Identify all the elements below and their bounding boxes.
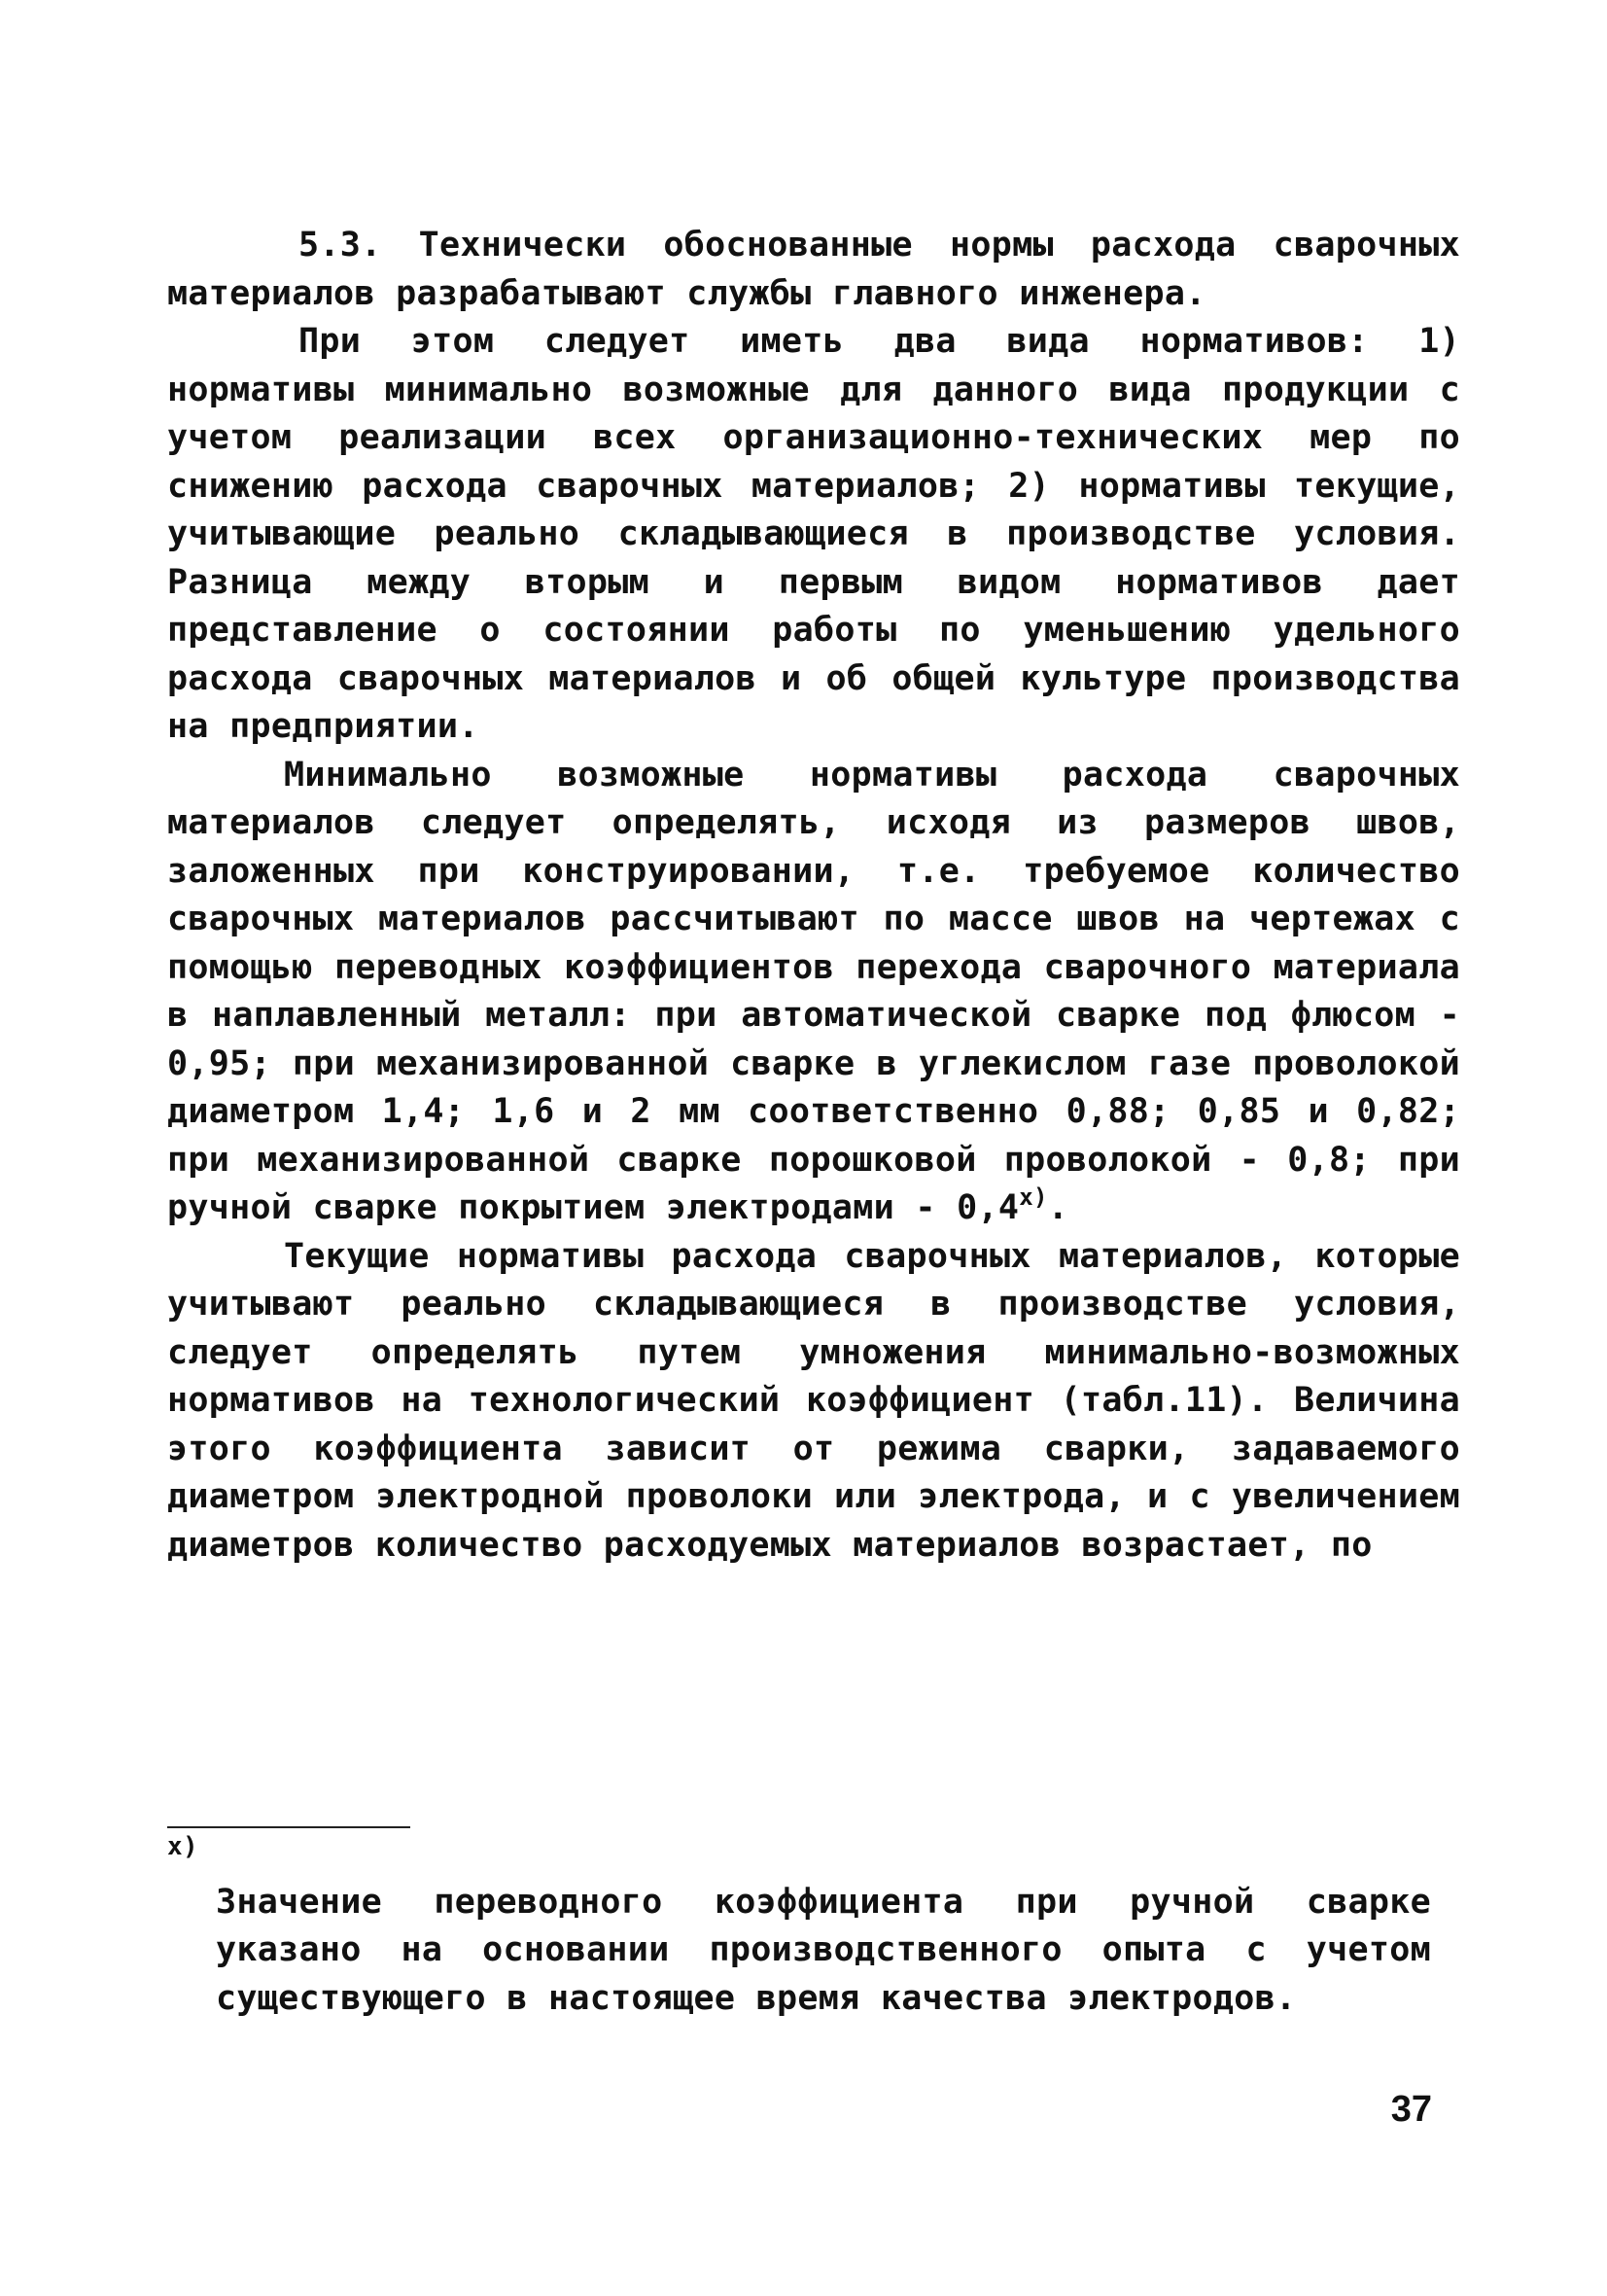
paragraph-minimal-norms-end: .: [1047, 1188, 1069, 1227]
main-text: [167, 222, 1460, 1570]
paragraph-minimal-norms-text: Минимально возможные нормативы расхода сварочных материалов следует определять, исходя из размеров швов, заложенных при конструировании, т.е. требуемое количество сварочных материалов рассчитывают по массе швов на чертежах с помощью переводных коэффициентов перехода сварочного материала в наплавленный металл: при автоматической сварке под флюсом - 0,95; при механизированной сварке в углекислом газе проволокой диаметром 1,4; 1,6 и 2 мм соответственно 0,88; 0,85 и 0,82; при механизированной сварке порошковой проволокой - 0,8; при ручной сварке покрытием электродами - 0,4: [167, 755, 1460, 1227]
footnote-divider: [167, 1826, 410, 1828]
paragraph-norm-types: При этом следует иметь два вида нормативов: 1) нормативы минимально возможные для данного вида продукции с учетом реализации всех организационно-технических мер по снижению расхода сварочных материалов; 2) нормативы текущие, учитывающие реально складывающиеся в производстве условия. Разница между вторым и первым видом нормативов дает представление о состоянии работы по уменьшению удельного расхода сварочных материалов и об общей культуре производства на предприятии.: [167, 322, 1460, 746]
footnote-text: Значение переводного коэффициента при ручной сварке указано на основании производственного опыта с учетом существующего в настоящее время качества электродов.: [216, 1882, 1431, 2018]
paragraph-5-3: 5.3. Технически обоснованные нормы расхода сварочных материалов разрабатывают службы главного инженера.: [167, 226, 1460, 313]
paragraph-minimal-norms: [167, 752, 1460, 1233]
footnote-reference: x): [1019, 1183, 1048, 1211]
paragraph-current-norms: Текущие нормативы расхода сварочных материалов, которые учитывают реально складывающиеся в производстве условия, следует определять путем умножения минимально-возможных нормативов на технологический коэффициент (табл.11). Величина этого коэффициента зависит от режима сварки, задаваемого диаметром электродной проволоки или электрода, и с увеличением диаметров количество расходуемых материалов возрастает, по: [167, 1236, 1460, 1565]
page-number: 37: [1390, 2089, 1432, 2130]
footnote: [167, 1832, 1431, 2023]
footnote-mark: x): [167, 1832, 198, 1861]
